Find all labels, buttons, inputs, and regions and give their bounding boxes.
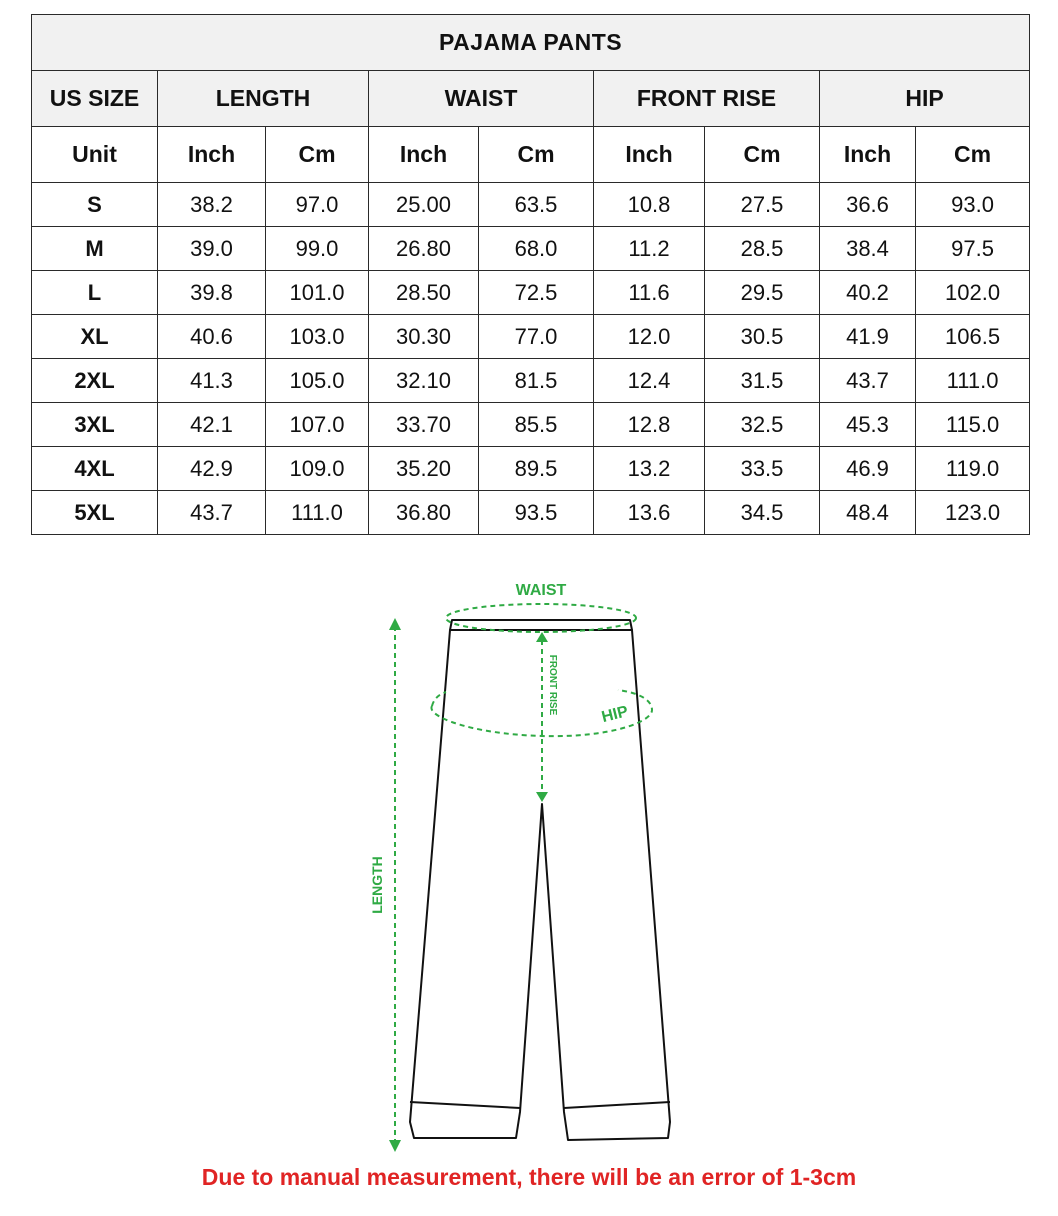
- measurement-cell: 103.0: [266, 315, 369, 359]
- measurement-cell: 81.5: [479, 359, 594, 403]
- pants-outline: [410, 620, 670, 1140]
- measurement-cell: 31.5: [705, 359, 820, 403]
- waist-label: WAIST: [515, 582, 567, 599]
- measurement-cell: 41.9: [820, 315, 916, 359]
- measurement-cell: 13.2: [594, 447, 705, 491]
- measurement-cell: 25.00: [369, 183, 479, 227]
- table-row: [32, 315, 1030, 359]
- measurement-cell: 107.0: [266, 403, 369, 447]
- size-cell: 4XL: [32, 447, 158, 491]
- size-cell: L: [32, 271, 158, 315]
- measurement-cell: 12.0: [594, 315, 705, 359]
- measurement-cell: 48.4: [820, 491, 916, 535]
- length-arrow-down-icon: [389, 1140, 401, 1152]
- measurement-cell: 115.0: [916, 403, 1030, 447]
- measurement-note: Due to manual measurement, there will be an error of 1-3cm: [201, 1164, 857, 1190]
- measurement-cell: 27.5: [705, 183, 820, 227]
- measurement-cell: 63.5: [479, 183, 594, 227]
- measurement-cell: 36.6: [820, 183, 916, 227]
- measurement-cell: 11.2: [594, 227, 705, 271]
- measurement-cell: 36.80: [369, 491, 479, 535]
- measurement-cell: 34.5: [705, 491, 820, 535]
- measurement-cell: 101.0: [266, 271, 369, 315]
- measurement-cell: 29.5: [705, 271, 820, 315]
- measurement-cell: 28.5: [705, 227, 820, 271]
- unit-row: [32, 127, 1030, 183]
- measurement-cell: 40.6: [158, 315, 266, 359]
- length-label: LENGTH: [369, 856, 385, 914]
- hip-label: HIP: [599, 703, 630, 727]
- unit-cell: Inch: [594, 127, 705, 183]
- measurement-cell: 123.0: [916, 491, 1030, 535]
- measurement-cell: 72.5: [479, 271, 594, 315]
- unit-cell: Cm: [266, 127, 369, 183]
- measurement-cell: 28.50: [369, 271, 479, 315]
- measurement-cell: 30.30: [369, 315, 479, 359]
- header-waist: WAIST: [369, 71, 594, 127]
- measurement-cell: 111.0: [266, 491, 369, 535]
- measurement-cell: 89.5: [479, 447, 594, 491]
- measurement-cell: 68.0: [479, 227, 594, 271]
- measurement-cell: 12.4: [594, 359, 705, 403]
- measurement-cell: 32.10: [369, 359, 479, 403]
- measurement-cell: 105.0: [266, 359, 369, 403]
- measurement-cell: 38.4: [820, 227, 916, 271]
- measurement-cell: 13.6: [594, 491, 705, 535]
- header-front-rise: FRONT RISE: [594, 71, 820, 127]
- size-rows: [32, 183, 1030, 535]
- measurement-cell: 32.5: [705, 403, 820, 447]
- table-row: [32, 227, 1030, 271]
- measurement-cell: 93.5: [479, 491, 594, 535]
- unit-cell: Cm: [705, 127, 820, 183]
- size-chart-table: [31, 14, 1030, 535]
- measurement-cell: 77.0: [479, 315, 594, 359]
- measurement-cell: 99.0: [266, 227, 369, 271]
- measurement-cell: 97.0: [266, 183, 369, 227]
- unit-label-cell: Unit: [32, 127, 158, 183]
- measurement-cell: 111.0: [916, 359, 1030, 403]
- measurement-cell: 45.3: [820, 403, 916, 447]
- unit-cell: Inch: [369, 127, 479, 183]
- measurement-cell: 12.8: [594, 403, 705, 447]
- table-row: [32, 359, 1030, 403]
- size-cell: XL: [32, 315, 158, 359]
- unit-cell: Cm: [479, 127, 594, 183]
- measurement-cell: 40.2: [820, 271, 916, 315]
- measurement-cell: 119.0: [916, 447, 1030, 491]
- unit-cell: Inch: [158, 127, 266, 183]
- measurement-cell: 106.5: [916, 315, 1030, 359]
- table-row: [32, 491, 1030, 535]
- unit-cell: Cm: [916, 127, 1030, 183]
- measurement-cell: 38.2: [158, 183, 266, 227]
- measurement-cell: 33.5: [705, 447, 820, 491]
- measurement-cell: 26.80: [369, 227, 479, 271]
- measurement-cell: 85.5: [479, 403, 594, 447]
- measurement-cell: 10.8: [594, 183, 705, 227]
- size-cell: 3XL: [32, 403, 158, 447]
- measurement-cell: 41.3: [158, 359, 266, 403]
- measurement-cell: 43.7: [820, 359, 916, 403]
- header-length: LENGTH: [158, 71, 369, 127]
- table-row: [32, 447, 1030, 491]
- table-row: [32, 271, 1030, 315]
- size-cell: M: [32, 227, 158, 271]
- measurement-cell: 109.0: [266, 447, 369, 491]
- table-row: [32, 183, 1030, 227]
- measurement-cell: 39.0: [158, 227, 266, 271]
- unit-cell: Inch: [820, 127, 916, 183]
- measurement-cell: 35.20: [369, 447, 479, 491]
- measurement-cell: 102.0: [916, 271, 1030, 315]
- size-cell: S: [32, 183, 158, 227]
- size-cell: 5XL: [32, 491, 158, 535]
- measurement-cell: 30.5: [705, 315, 820, 359]
- measurement-cell: 97.5: [916, 227, 1030, 271]
- measurement-cell: 39.8: [158, 271, 266, 315]
- header-hip: HIP: [820, 71, 1030, 127]
- measurement-cell: 11.6: [594, 271, 705, 315]
- measurement-cell: 42.9: [158, 447, 266, 491]
- measurement-cell: 33.70: [369, 403, 479, 447]
- table-title: PAJAMA PANTS: [32, 15, 1030, 71]
- header-us-size: US SIZE: [32, 71, 158, 127]
- pants-measurement-diagram: [340, 572, 720, 1162]
- front-rise-label: FRONT RISE: [547, 654, 558, 716]
- length-arrow-up-icon: [389, 618, 401, 630]
- table-row: [32, 403, 1030, 447]
- measurement-cell: 42.1: [158, 403, 266, 447]
- size-cell: 2XL: [32, 359, 158, 403]
- measurement-cell: 46.9: [820, 447, 916, 491]
- measurement-cell: 93.0: [916, 183, 1030, 227]
- measurement-cell: 43.7: [158, 491, 266, 535]
